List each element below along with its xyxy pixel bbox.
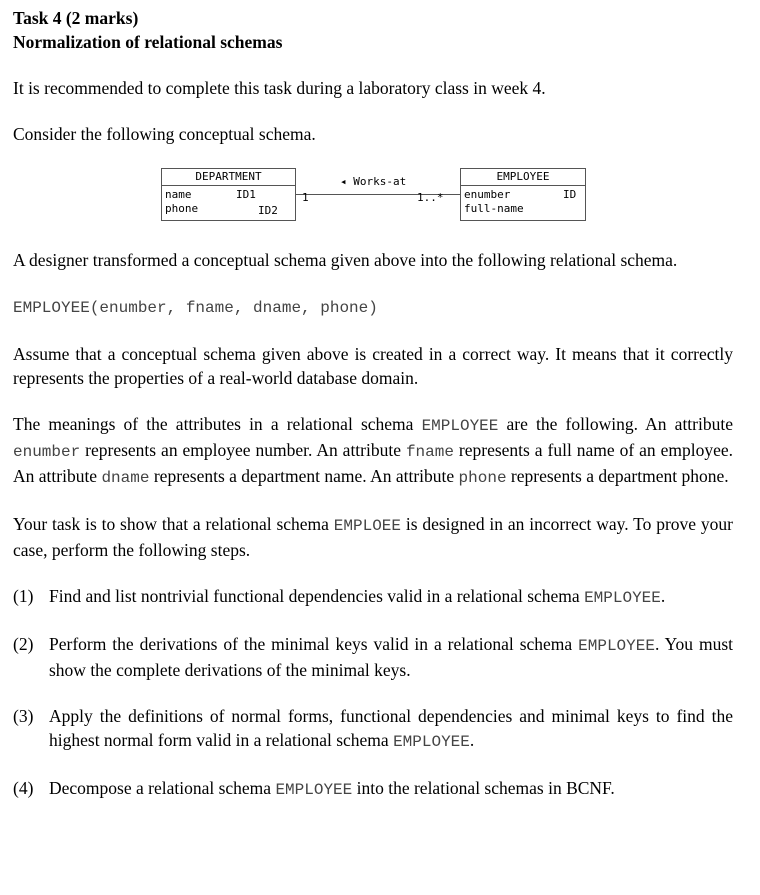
task-title: Task 4 (2 marks) — [13, 8, 139, 28]
task-paragraph: Your task is to show that a relational schema EMPLOEE is designed in an incorrect way. To prove your case, perform the following steps. — [13, 514, 733, 560]
meanings-paragraph: The meanings of the attributes in a relational schema EMPLOYEE are the following. An attribute enumber represents an employee number. An attribute fname represents a full name of an employee. An attribute dname represents a department name. An attribute phone represents a department phone. — [13, 414, 733, 487]
step-item: (3) Apply the definitions of normal forms, functional dependencies and minimal keys to find the highest normal form valid in a relational schema EMPLOYEE. — [13, 704, 733, 754]
relational-schema — [13, 294, 733, 320]
department-entity — [161, 168, 296, 221]
steps-list — [13, 584, 733, 802]
recommend-text: It is recommended to complete this task during a laboratory class in week 4. — [13, 78, 546, 98]
employee-attr-enumber: enumber — [464, 188, 511, 201]
employee-entity — [460, 168, 586, 221]
step-number: (1) — [13, 586, 34, 606]
relationship-label: ◂ Works-at — [340, 175, 407, 188]
schema-line: EMPLOYEE(enumber, fname, dname, phone) — [13, 299, 378, 317]
step-number: (4) — [13, 778, 34, 798]
employee-attr-enumber-id: ID — [563, 188, 577, 201]
step-number: (2) — [13, 634, 34, 654]
step-number: (3) — [13, 706, 34, 726]
consider-text: Consider the following conceptual schema. — [13, 124, 316, 144]
multiplicity-right: 1..* — [417, 191, 444, 204]
employee-name: EMPLOYEE — [461, 169, 585, 186]
multiplicity-left: 1 — [302, 191, 309, 204]
department-attr-phone: phone — [165, 202, 199, 215]
document — [13, 6, 733, 802]
department-name: DEPARTMENT — [162, 169, 295, 186]
department-attr-name-id: ID1 — [236, 188, 256, 201]
step-item: (2) Perform the derivations of the minimal keys valid in a relational schema EMPLOYEE. You must show the complete derivations of the minimal keys. — [13, 634, 733, 680]
employee-attr-fullname: full-name — [464, 202, 524, 215]
step-item: (1) Find and list nontrivial functional dependencies valid in a relational schema EMPLOYEE. — [13, 584, 733, 610]
conceptual-diagram — [13, 168, 733, 242]
designer-paragraph: A designer transformed a conceptual schema given above into the following relational schema. — [13, 250, 678, 270]
assume-paragraph: Assume that a conceptual schema given above is created in a correct way. It means that it correctly represents the properties of a real-world database domain. — [13, 344, 733, 388]
department-attr-phone-id: ID2 — [258, 204, 278, 217]
task-subtitle: Normalization of relational schemas — [13, 32, 283, 52]
step-item: (4) Decompose a relational schema EMPLOYEE into the relational schemas in BCNF. — [13, 776, 733, 802]
department-attr-name: name — [165, 188, 192, 201]
